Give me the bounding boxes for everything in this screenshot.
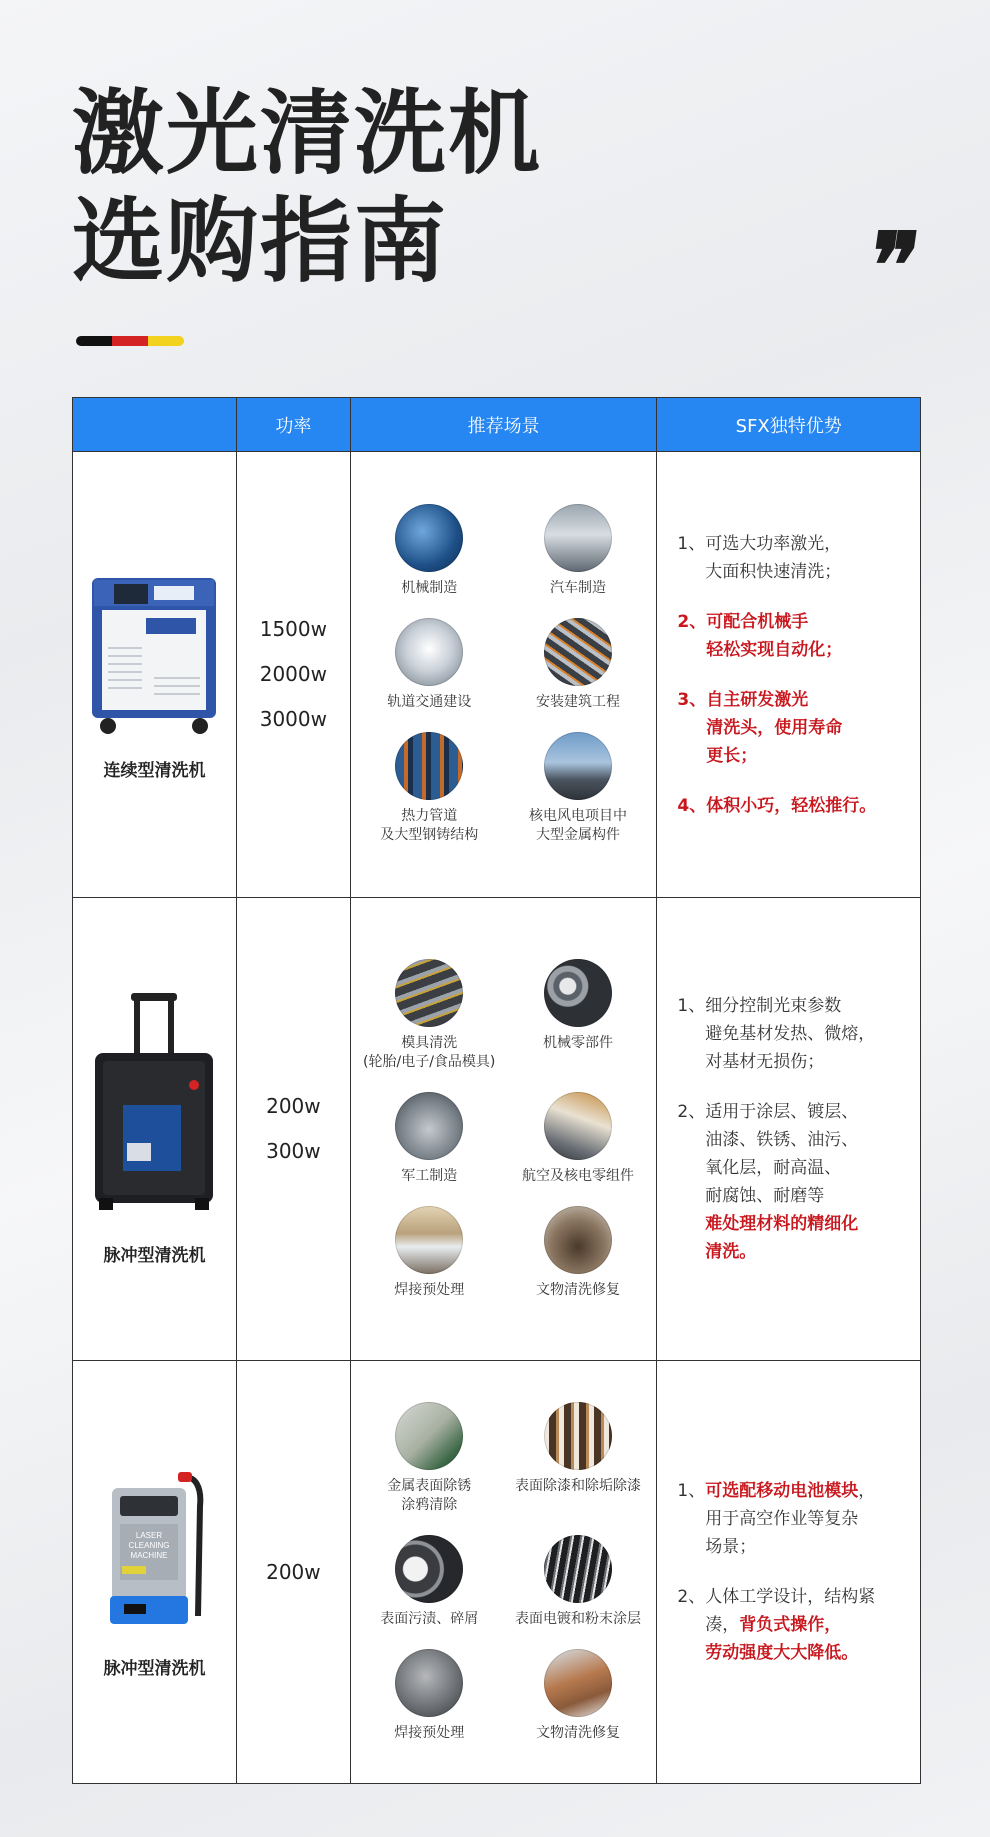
table-row (73, 452, 921, 898)
advantage-text: 适用于涂层、镀层、 油漆、铁锈、油污、 氧化层，耐高温、 耐腐蚀、耐磨等 (705, 1102, 859, 1206)
backpack-laser-cleaner-icon (94, 1466, 214, 1636)
tread-photo-icon (544, 1535, 612, 1603)
pipeline-photo-icon (395, 732, 463, 800)
scenario-item (355, 1535, 504, 1629)
color-stripe (76, 336, 184, 346)
advantage-highlight: 可选配移动电池模块 (705, 1481, 859, 1501)
product-name: 脉冲型清洗机 (103, 1658, 206, 1679)
advantage-number: 4、 (677, 795, 707, 816)
scenario-label: 金属表面除锈 涂鸦清除 (387, 1477, 472, 1513)
scenario-item (355, 1206, 504, 1300)
scenario-item (504, 1092, 653, 1186)
title-line-2: 选购指南 (72, 188, 449, 295)
scenario-label: 文物清洗修复 (536, 1281, 620, 1298)
scenario-label: 轨道交通建设 (387, 694, 472, 710)
advantage-text: 人体工学设计，结构紧 凑， (705, 1587, 876, 1635)
scenario-label: 模具清洗 (轮胎/电子/食品模具) (363, 1034, 496, 1070)
military-photo-icon (395, 1092, 463, 1160)
scenario-item (504, 732, 653, 845)
advantage-item (677, 530, 910, 586)
scenario-label: 焊接预处理 (394, 1724, 465, 1741)
advantage-text: 细分控制光束参数 避免基材发热、微熔， 对基材无损伤； (705, 996, 876, 1072)
table-row (73, 1361, 921, 1784)
pillars-photo-icon (544, 1402, 612, 1470)
header-power: 功率 (236, 398, 350, 452)
page-title (72, 80, 542, 296)
tire-photo-icon (395, 1535, 463, 1603)
scenario-label: 军工制造 (401, 1167, 458, 1184)
advantage-cell (657, 1361, 921, 1784)
continuous-laser-cleaner-icon (84, 568, 224, 738)
stripe-red (112, 336, 148, 346)
stripe-yellow (148, 336, 184, 346)
scenario-item (355, 504, 504, 598)
advantage-highlight: 背负式操作， 劳动强度大大降低。 (705, 1615, 859, 1663)
advantage-text: 体积小巧，轻松推行。 (706, 795, 877, 816)
scenario-item (355, 959, 504, 1072)
advantage-text: 可配合机械手 轻松实现自动化； (706, 611, 843, 660)
svg-text:CLEANING: CLEANING (129, 1540, 170, 1550)
scenario-label: 机械零部件 (543, 1034, 613, 1051)
scenario-item (504, 504, 653, 598)
advantage-item (677, 792, 910, 820)
scenario-label: 航空及核电零组件 (522, 1167, 634, 1184)
power-value: 200w (266, 1559, 321, 1584)
scenario-cell (350, 452, 657, 898)
scenario-item (504, 959, 653, 1072)
stripe-black (76, 336, 112, 346)
scenario-label: 热力管道 及大型钢铸结构 (380, 808, 479, 843)
advantage-item (677, 1477, 910, 1561)
advantage-cell (657, 898, 921, 1361)
advantage-number: 1、 (677, 1481, 706, 1501)
table-header-row (73, 398, 921, 452)
product-cell (73, 898, 237, 1361)
advantage-text: 可选大功率激光， 大面积快速清洗； (705, 533, 842, 582)
header-advantages: SFX独特优势 (657, 398, 921, 452)
advantage-highlight: 难处理材料的精细化 清洗。 (705, 1214, 859, 1262)
power-value: 300w (266, 1139, 321, 1163)
advantage-text: ， 用于高空作业等复杂 场景； (705, 1481, 876, 1557)
advantage-item (677, 1098, 910, 1266)
advantage-number: 1、 (677, 996, 706, 1016)
scenario-item (504, 1535, 653, 1629)
scenario-item (504, 618, 653, 712)
scenario-cell (350, 898, 657, 1361)
scenario-item (355, 1402, 504, 1515)
advantage-number: 2、 (677, 1587, 706, 1607)
scenario-label: 表面除漆和除垢除漆 (515, 1477, 641, 1494)
scenario-label: 焊接预处理 (394, 1281, 465, 1298)
bearing-photo-icon (544, 959, 612, 1027)
scenario-item (504, 1402, 653, 1515)
railway-photo-icon (395, 618, 463, 686)
advantage-number: 2、 (677, 611, 707, 632)
header-scenarios: 推荐场景 (350, 398, 657, 452)
power-cell (236, 1361, 350, 1784)
svg-text:LASER: LASER (136, 1530, 163, 1540)
advantage-item (677, 1583, 910, 1667)
weld-surface-photo-icon (395, 1649, 463, 1717)
advantage-item (677, 992, 910, 1076)
scenario-label: 汽车制造 (550, 580, 606, 596)
advantage-number: 3、 (677, 689, 707, 710)
car-body-weld-photo-icon (395, 1206, 463, 1274)
scenario-label: 表面污渍、碎屑 (380, 1610, 479, 1627)
advantage-cell (657, 452, 921, 898)
product-name: 脉冲型清洗机 (103, 1245, 206, 1266)
advantage-text: 自主研发激光 清洗头，使用寿命 更长； (706, 689, 843, 766)
table-row (73, 898, 921, 1361)
construction-photo-icon (544, 618, 612, 686)
advantage-number: 2、 (677, 1102, 706, 1122)
power-cell (236, 452, 350, 898)
product-cell (73, 1361, 237, 1784)
advantage-number: 1、 (677, 533, 706, 554)
advantage-item (677, 608, 910, 664)
relic-photo-icon (544, 1206, 612, 1274)
scenario-item (355, 618, 504, 712)
product-name: 连续型清洗机 (103, 761, 206, 781)
power-value: 2000w (259, 662, 327, 686)
title-line-1: 激光清洗机 (72, 80, 543, 187)
scenario-item (355, 1092, 504, 1186)
scenario-item (355, 732, 504, 845)
scenario-label: 机械制造 (401, 580, 458, 596)
scenario-item (355, 1649, 504, 1743)
mold-photo-icon (395, 959, 463, 1027)
metal-surface-photo-icon (395, 1402, 463, 1470)
pulse-trolley-case-icon (89, 993, 219, 1223)
quote-mark-icon: ❞ (861, 213, 925, 319)
nuclear-plant-photo-icon (544, 732, 612, 800)
scenario-label: 安装建筑工程 (536, 694, 620, 710)
product-cell (73, 452, 237, 898)
scenario-label: 核电风电项目中 大型金属构件 (529, 808, 627, 843)
power-value: 1500w (259, 617, 327, 641)
header-product (73, 398, 237, 452)
scenario-item (504, 1206, 653, 1300)
robot-arm-photo-icon (395, 504, 463, 572)
svg-text:MACHINE: MACHINE (131, 1550, 168, 1560)
power-value: 3000w (259, 707, 327, 731)
car-factory-photo-icon (544, 504, 612, 572)
power-cell (236, 898, 350, 1361)
comparison-table (72, 397, 921, 1784)
advantage-item (677, 686, 910, 770)
scenario-cell (350, 1361, 657, 1784)
scenario-item (504, 1649, 653, 1743)
power-value: 200w (266, 1094, 321, 1118)
relic-statue-photo-icon (544, 1649, 612, 1717)
scenario-label: 文物清洗修复 (536, 1724, 620, 1741)
aircraft-photo-icon (544, 1092, 612, 1160)
scenario-label: 表面电镀和粉末涂层 (515, 1610, 641, 1627)
